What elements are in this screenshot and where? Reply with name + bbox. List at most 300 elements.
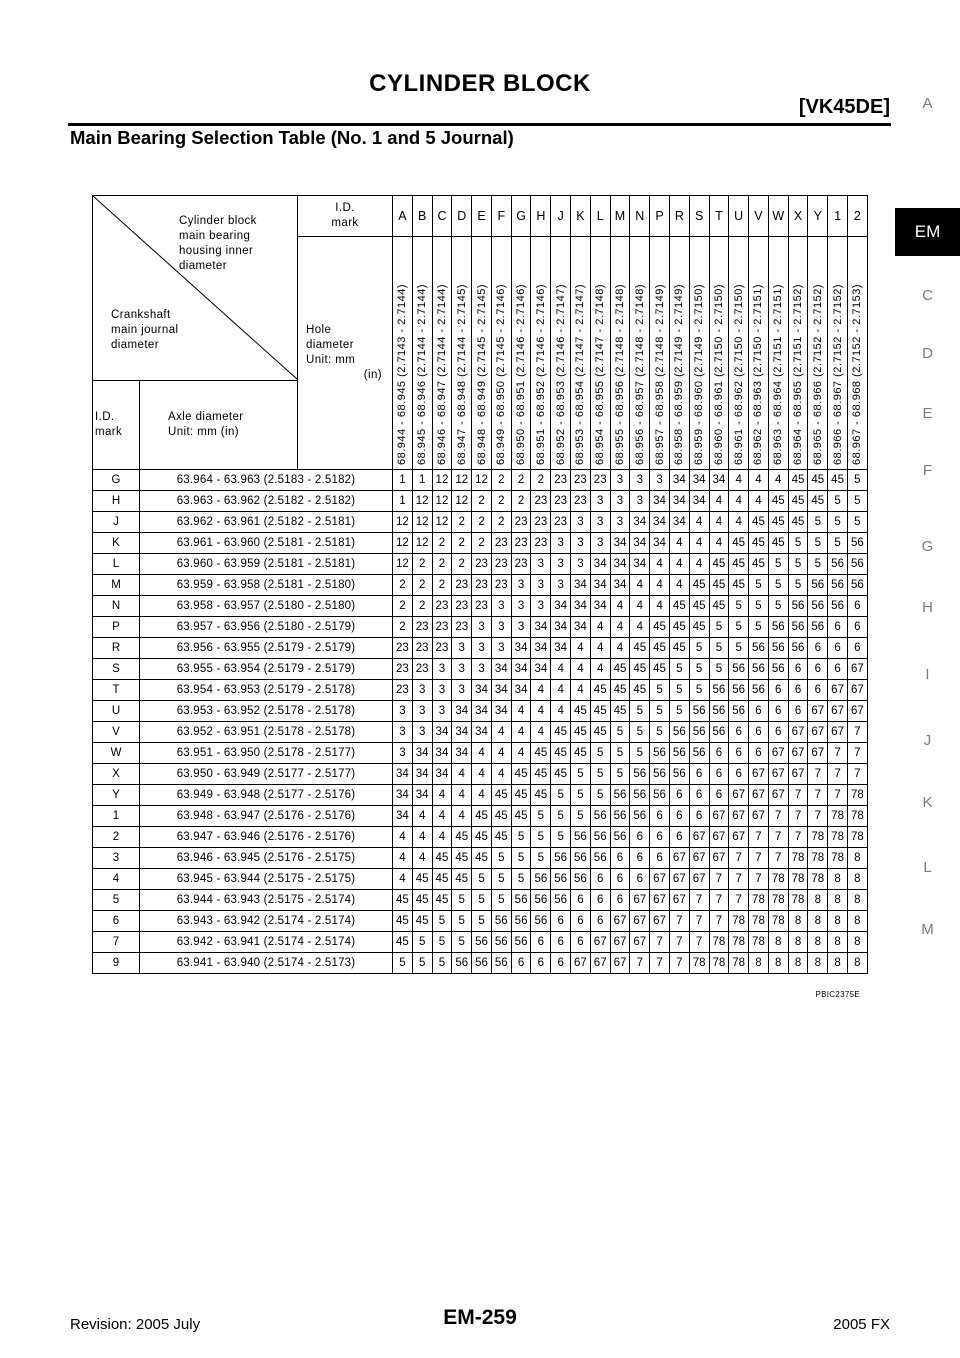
grade-cell: 56 (788, 617, 808, 638)
grade-cell: 8 (749, 953, 769, 974)
grade-cell: 34 (709, 470, 729, 491)
figure-code: PBIC2375E (815, 990, 860, 999)
section-tab-m[interactable]: M (921, 921, 934, 938)
grade-cell: 23 (531, 491, 551, 512)
grade-cell: 34 (452, 701, 472, 722)
column-range-e: 68.948 - 68.949 (2.7145 - 2.7145) (475, 283, 488, 465)
section-tab-g[interactable]: G (921, 538, 934, 555)
grade-cell: 1 (393, 470, 413, 491)
row-mark: 6 (93, 911, 140, 932)
grade-cell: 4 (768, 470, 788, 491)
row-axle-range: 63.944 - 63.943 (2.5175 - 2.5174) (140, 890, 393, 911)
grade-cell: 3 (491, 596, 511, 617)
grade-cell: 45 (610, 659, 630, 680)
grade-cell: 56 (472, 953, 492, 974)
grade-cell: 6 (808, 680, 828, 701)
grade-cell: 4 (432, 785, 452, 806)
grade-cell: 4 (729, 470, 749, 491)
grade-cell: 5 (650, 722, 670, 743)
grade-cell: 45 (412, 890, 432, 911)
grade-cell: 23 (393, 638, 413, 659)
grade-cell: 78 (749, 932, 769, 953)
grade-cell: 34 (511, 638, 531, 659)
grade-cell: 5 (650, 701, 670, 722)
grade-cell: 7 (709, 890, 729, 911)
grade-cell: 56 (571, 869, 591, 890)
grade-cell: 4 (709, 491, 729, 512)
grade-cell: 23 (511, 533, 531, 554)
grade-cell: 34 (531, 638, 551, 659)
grade-cell: 56 (808, 596, 828, 617)
grade-cell: 4 (511, 701, 531, 722)
section-tab-l[interactable]: L (923, 859, 932, 876)
row-axle-range: 63.952 - 63.951 (2.5178 - 2.5178) (140, 722, 393, 743)
row-axle-range: 63.964 - 63.963 (2.5183 - 2.5182) (140, 470, 393, 491)
grade-cell: 7 (808, 764, 828, 785)
grade-cell: 78 (729, 953, 749, 974)
row-axle-range: 63.956 - 63.955 (2.5179 - 2.5179) (140, 638, 393, 659)
grade-cell: 34 (412, 785, 432, 806)
grade-cell: 67 (689, 827, 709, 848)
grade-cell: 5 (571, 806, 591, 827)
grade-cell: 45 (491, 785, 511, 806)
column-mark-a: A (393, 196, 413, 237)
grade-cell: 67 (788, 764, 808, 785)
grade-cell: 67 (610, 953, 630, 974)
grade-cell: 45 (630, 680, 650, 701)
grade-cell: 34 (393, 806, 413, 827)
column-mark-1: 1 (828, 196, 848, 237)
grade-cell: 34 (511, 680, 531, 701)
section-tab-e[interactable]: E (922, 405, 933, 422)
grade-cell: 2 (531, 470, 551, 491)
grade-cell: 8 (828, 911, 848, 932)
grade-cell: 5 (491, 848, 511, 869)
grade-cell: 67 (650, 869, 670, 890)
column-mark-t: T (709, 196, 729, 237)
grade-cell: 56 (491, 911, 511, 932)
column-mark-x: X (788, 196, 808, 237)
grade-cell: 5 (393, 953, 413, 974)
grade-cell: 5 (590, 743, 610, 764)
grade-cell: 45 (689, 617, 709, 638)
grade-cell: 3 (531, 575, 551, 596)
grade-cell: 4 (531, 701, 551, 722)
row-mark: J (93, 512, 140, 533)
grade-cell: 5 (630, 743, 650, 764)
grade-cell: 4 (689, 554, 709, 575)
grade-cell: 6 (847, 638, 867, 659)
grade-cell: 2 (452, 512, 472, 533)
grade-cell: 5 (709, 617, 729, 638)
column-range-g: 68.950 - 68.951 (2.7146 - 2.7146) (515, 283, 528, 465)
grade-cell: 3 (571, 512, 591, 533)
grade-cell: 78 (847, 827, 867, 848)
grade-cell: 34 (452, 722, 472, 743)
grade-cell: 6 (689, 764, 709, 785)
grade-cell: 5 (551, 806, 571, 827)
table-row (93, 953, 868, 974)
grade-cell: 5 (669, 680, 689, 701)
grade-cell: 1 (412, 470, 432, 491)
grade-cell: 2 (412, 575, 432, 596)
row-axle-range: 63.949 - 63.948 (2.5177 - 2.5176) (140, 785, 393, 806)
grade-cell: 45 (452, 869, 472, 890)
grade-cell: 56 (709, 701, 729, 722)
grade-cell: 3 (531, 596, 551, 617)
grade-cell: 56 (788, 596, 808, 617)
grade-cell: 78 (729, 932, 749, 953)
grade-cell: 5 (511, 827, 531, 848)
column-mark-w: W (768, 196, 788, 237)
grade-cell: 67 (788, 722, 808, 743)
grade-cell: 67 (571, 953, 591, 974)
grade-cell: 4 (472, 785, 492, 806)
table-row (93, 554, 868, 575)
grade-cell: 45 (393, 911, 413, 932)
grade-cell: 7 (768, 848, 788, 869)
column-range-cell (630, 237, 650, 470)
grade-cell: 3 (472, 638, 492, 659)
section-tab-i[interactable]: I (925, 666, 930, 683)
grade-cell: 78 (808, 827, 828, 848)
table-row (93, 848, 868, 869)
grade-cell: 45 (551, 722, 571, 743)
grade-cell: 45 (689, 575, 709, 596)
grade-cell: 6 (768, 722, 788, 743)
column-range-n: 68.956 - 68.957 (2.7148 - 2.7148) (633, 283, 646, 465)
section-tab-k[interactable]: K (922, 794, 933, 811)
grade-cell: 78 (788, 848, 808, 869)
grade-cell: 23 (511, 512, 531, 533)
row-mark: 2 (93, 827, 140, 848)
grade-cell: 7 (828, 764, 848, 785)
grade-cell: 6 (709, 785, 729, 806)
column-mark-g: G (511, 196, 531, 237)
grade-cell: 23 (393, 659, 413, 680)
page-title: CYLINDER BLOCK (369, 70, 591, 97)
column-range-cell (551, 237, 571, 470)
column-range-cell (412, 237, 432, 470)
grade-cell: 6 (788, 680, 808, 701)
grade-cell: 56 (491, 932, 511, 953)
grade-cell: 67 (828, 701, 848, 722)
grade-cell: 12 (452, 491, 472, 512)
grade-cell: 7 (630, 953, 650, 974)
table-row (93, 638, 868, 659)
grade-cell: 2 (432, 575, 452, 596)
grade-cell: 23 (571, 470, 591, 491)
grade-cell: 56 (749, 680, 769, 701)
grade-cell: 4 (709, 512, 729, 533)
grade-cell: 3 (472, 617, 492, 638)
grade-cell: 67 (768, 743, 788, 764)
grade-cell: 3 (491, 617, 511, 638)
grade-cell: 3 (590, 512, 610, 533)
grade-cell: 56 (729, 680, 749, 701)
grade-cell: 3 (432, 701, 452, 722)
grade-cell: 23 (511, 554, 531, 575)
grade-cell: 56 (768, 659, 788, 680)
grade-cell: 67 (709, 806, 729, 827)
grade-cell: 78 (709, 953, 729, 974)
engine-code: [VK45DE] (798, 96, 890, 118)
grade-cell: 7 (709, 911, 729, 932)
grade-cell: 67 (610, 911, 630, 932)
grade-cell: 34 (571, 617, 591, 638)
column-mark-l: L (590, 196, 610, 237)
grade-cell: 34 (669, 512, 689, 533)
row-axle-range: 63.957 - 63.956 (2.5180 - 2.5179) (140, 617, 393, 638)
grade-cell: 45 (768, 491, 788, 512)
grade-cell: 67 (847, 659, 867, 680)
grade-cell: 7 (749, 869, 769, 890)
grade-cell: 8 (808, 911, 828, 932)
section-tab-c[interactable]: C (922, 287, 933, 304)
grade-cell: 2 (472, 512, 492, 533)
column-mark-n: N (630, 196, 650, 237)
grade-cell: 3 (610, 491, 630, 512)
grade-cell: 56 (828, 596, 848, 617)
row-axle-range: 63.946 - 63.945 (2.5176 - 2.5175) (140, 848, 393, 869)
column-mark-c: C (432, 196, 452, 237)
grade-cell: 4 (610, 638, 630, 659)
grade-cell: 56 (847, 575, 867, 596)
grade-cell: 34 (412, 764, 432, 785)
grade-cell: 5 (610, 743, 630, 764)
grade-cell: 45 (788, 512, 808, 533)
grade-cell: 6 (847, 596, 867, 617)
row-axle-range: 63.958 - 63.957 (2.5180 - 2.5180) (140, 596, 393, 617)
grade-cell: 4 (531, 680, 551, 701)
section-tab-h[interactable]: H (922, 599, 933, 616)
grade-cell: 7 (689, 911, 709, 932)
grade-cell: 6 (669, 806, 689, 827)
grade-cell: 56 (511, 911, 531, 932)
grade-cell: 67 (689, 848, 709, 869)
grade-cell: 23 (531, 512, 551, 533)
grade-cell: 6 (650, 848, 670, 869)
grade-cell: 12 (412, 491, 432, 512)
table-row (93, 596, 868, 617)
journal-diameter-label: Crankshaft main journal diameter (111, 309, 179, 351)
section-tab-d[interactable]: D (922, 345, 933, 362)
grade-cell: 7 (669, 932, 689, 953)
row-mark: X (93, 764, 140, 785)
grade-cell: 5 (412, 932, 432, 953)
grade-cell: 5 (709, 638, 729, 659)
grade-cell: 4 (432, 827, 452, 848)
grade-cell: 12 (432, 491, 452, 512)
corner-diagonal-cell (93, 196, 298, 381)
grade-cell: 7 (709, 869, 729, 890)
row-mark: 3 (93, 848, 140, 869)
grade-cell: 6 (828, 617, 848, 638)
grade-cell: 45 (650, 638, 670, 659)
header-row-marks (93, 196, 868, 237)
section-tab-em[interactable]: EM (895, 208, 960, 256)
grade-cell: 5 (452, 932, 472, 953)
grade-cell: 8 (828, 890, 848, 911)
grade-cell: 67 (669, 890, 689, 911)
grade-cell: 7 (788, 785, 808, 806)
grade-cell: 5 (412, 953, 432, 974)
grade-cell: 3 (491, 638, 511, 659)
grade-cell: 5 (531, 806, 551, 827)
grade-cell: 23 (491, 533, 511, 554)
section-tab-j[interactable]: J (923, 732, 932, 749)
row-mark: S (93, 659, 140, 680)
grade-cell: 56 (531, 890, 551, 911)
grade-cell: 56 (808, 617, 828, 638)
table-row (93, 680, 868, 701)
grade-cell: 2 (491, 512, 511, 533)
grade-cell: 4 (650, 596, 670, 617)
grade-cell: 8 (808, 890, 828, 911)
column-range-cell (452, 237, 472, 470)
grade-cell: 56 (828, 554, 848, 575)
grade-cell: 5 (650, 680, 670, 701)
grade-cell: 23 (432, 638, 452, 659)
grade-cell: 45 (432, 869, 452, 890)
grade-cell: 78 (768, 869, 788, 890)
row-axle-range: 63.955 - 63.954 (2.5179 - 2.5179) (140, 659, 393, 680)
grade-cell: 67 (689, 869, 709, 890)
grade-cell: 6 (630, 848, 650, 869)
grade-cell: 56 (610, 785, 630, 806)
grade-cell: 67 (709, 827, 729, 848)
grade-cell: 2 (491, 470, 511, 491)
column-range-v: 68.962 - 68.963 (2.7150 - 2.7151) (752, 283, 765, 465)
grade-cell: 34 (491, 680, 511, 701)
table-row (93, 911, 868, 932)
grade-cell: 78 (808, 869, 828, 890)
column-range-cell (472, 237, 492, 470)
row-mark: 7 (93, 932, 140, 953)
grade-cell: 78 (749, 911, 769, 932)
section-tab-a[interactable]: A (922, 95, 933, 112)
grade-cell: 34 (571, 596, 591, 617)
grade-cell: 8 (847, 890, 867, 911)
grade-cell: 56 (511, 890, 531, 911)
grade-cell: 45 (828, 470, 848, 491)
grade-cell: 56 (689, 722, 709, 743)
grade-cell: 2 (472, 533, 492, 554)
grade-cell: 45 (749, 512, 769, 533)
column-range-r: 68.958 - 68.959 (2.7149 - 2.7149) (673, 283, 686, 465)
grade-cell: 23 (393, 680, 413, 701)
page-number: EM-259 (443, 1306, 517, 1329)
grade-cell: 5 (571, 785, 591, 806)
row-axle-range: 63.954 - 63.953 (2.5179 - 2.5178) (140, 680, 393, 701)
grade-cell: 45 (749, 533, 769, 554)
grade-cell: 5 (669, 659, 689, 680)
grade-cell: 4 (630, 596, 650, 617)
grade-cell: 78 (768, 890, 788, 911)
row-axle-range: 63.960 - 63.959 (2.5181 - 2.5181) (140, 554, 393, 575)
grade-cell: 5 (452, 890, 472, 911)
grade-cell: 56 (847, 554, 867, 575)
grade-cell: 7 (729, 890, 749, 911)
grade-cell: 2 (412, 596, 432, 617)
row-axle-range: 63.951 - 63.950 (2.5178 - 2.5177) (140, 743, 393, 764)
grade-cell: 12 (393, 512, 413, 533)
column-range-1: 68.966 - 68.967 (2.7152 - 2.7152) (831, 283, 844, 465)
column-range-u: 68.961 - 68.962 (2.7150 - 2.7150) (732, 283, 745, 465)
grade-cell: 34 (610, 575, 630, 596)
section-tab-f[interactable]: F (922, 462, 933, 479)
grade-cell: 67 (590, 932, 610, 953)
grade-cell: 7 (847, 743, 867, 764)
grade-cell: 6 (551, 932, 571, 953)
grade-cell: 4 (412, 806, 432, 827)
grade-cell: 67 (768, 764, 788, 785)
grade-cell: 3 (412, 701, 432, 722)
grade-cell: 3 (571, 554, 591, 575)
row-axle-range: 63.948 - 63.947 (2.5176 - 2.5176) (140, 806, 393, 827)
table-row (93, 575, 868, 596)
table-row (93, 722, 868, 743)
grade-cell: 4 (551, 659, 571, 680)
column-range-a: 68.944 - 68.945 (2.7143 - 2.7144) (396, 283, 409, 465)
column-range-t: 68.960 - 68.961 (2.7150 - 2.7150) (712, 283, 725, 465)
column-mark-f: F (491, 196, 511, 237)
grade-cell: 4 (729, 491, 749, 512)
grade-cell: 34 (551, 596, 571, 617)
grade-cell: 2 (511, 491, 531, 512)
grade-cell: 67 (729, 785, 749, 806)
grade-cell: 34 (472, 722, 492, 743)
grade-cell: 23 (590, 470, 610, 491)
grade-cell: 45 (709, 554, 729, 575)
grade-cell: 5 (768, 575, 788, 596)
grade-cell: 45 (393, 890, 413, 911)
grade-cell: 45 (669, 638, 689, 659)
grade-cell: 23 (551, 512, 571, 533)
grade-cell: 7 (749, 827, 769, 848)
grade-cell: 78 (689, 953, 709, 974)
grade-cell: 67 (768, 785, 788, 806)
grade-cell: 45 (709, 596, 729, 617)
row-mark: 4 (93, 869, 140, 890)
grade-cell: 78 (788, 869, 808, 890)
grade-cell: 4 (709, 533, 729, 554)
grade-cell: 56 (491, 953, 511, 974)
grade-cell: 45 (749, 554, 769, 575)
grade-cell: 3 (571, 533, 591, 554)
row-mark: M (93, 575, 140, 596)
grade-cell: 2 (472, 491, 492, 512)
grade-cell: 5 (788, 554, 808, 575)
grade-cell: 67 (847, 701, 867, 722)
grade-cell: 8 (828, 953, 848, 974)
grade-cell: 5 (689, 638, 709, 659)
column-range-cell (610, 237, 630, 470)
grade-cell: 45 (669, 617, 689, 638)
grade-cell: 34 (393, 764, 413, 785)
grade-cell: 2 (432, 554, 452, 575)
table-row (93, 659, 868, 680)
grade-cell: 34 (472, 701, 492, 722)
column-range-cell (788, 237, 808, 470)
grade-cell: 45 (531, 785, 551, 806)
grade-cell: 4 (452, 806, 472, 827)
grade-cell: 6 (828, 638, 848, 659)
row-mark: L (93, 554, 140, 575)
row-axle-range: 63.959 - 63.958 (2.5181 - 2.5180) (140, 575, 393, 596)
header-rule (68, 123, 891, 126)
column-range-cell (650, 237, 670, 470)
